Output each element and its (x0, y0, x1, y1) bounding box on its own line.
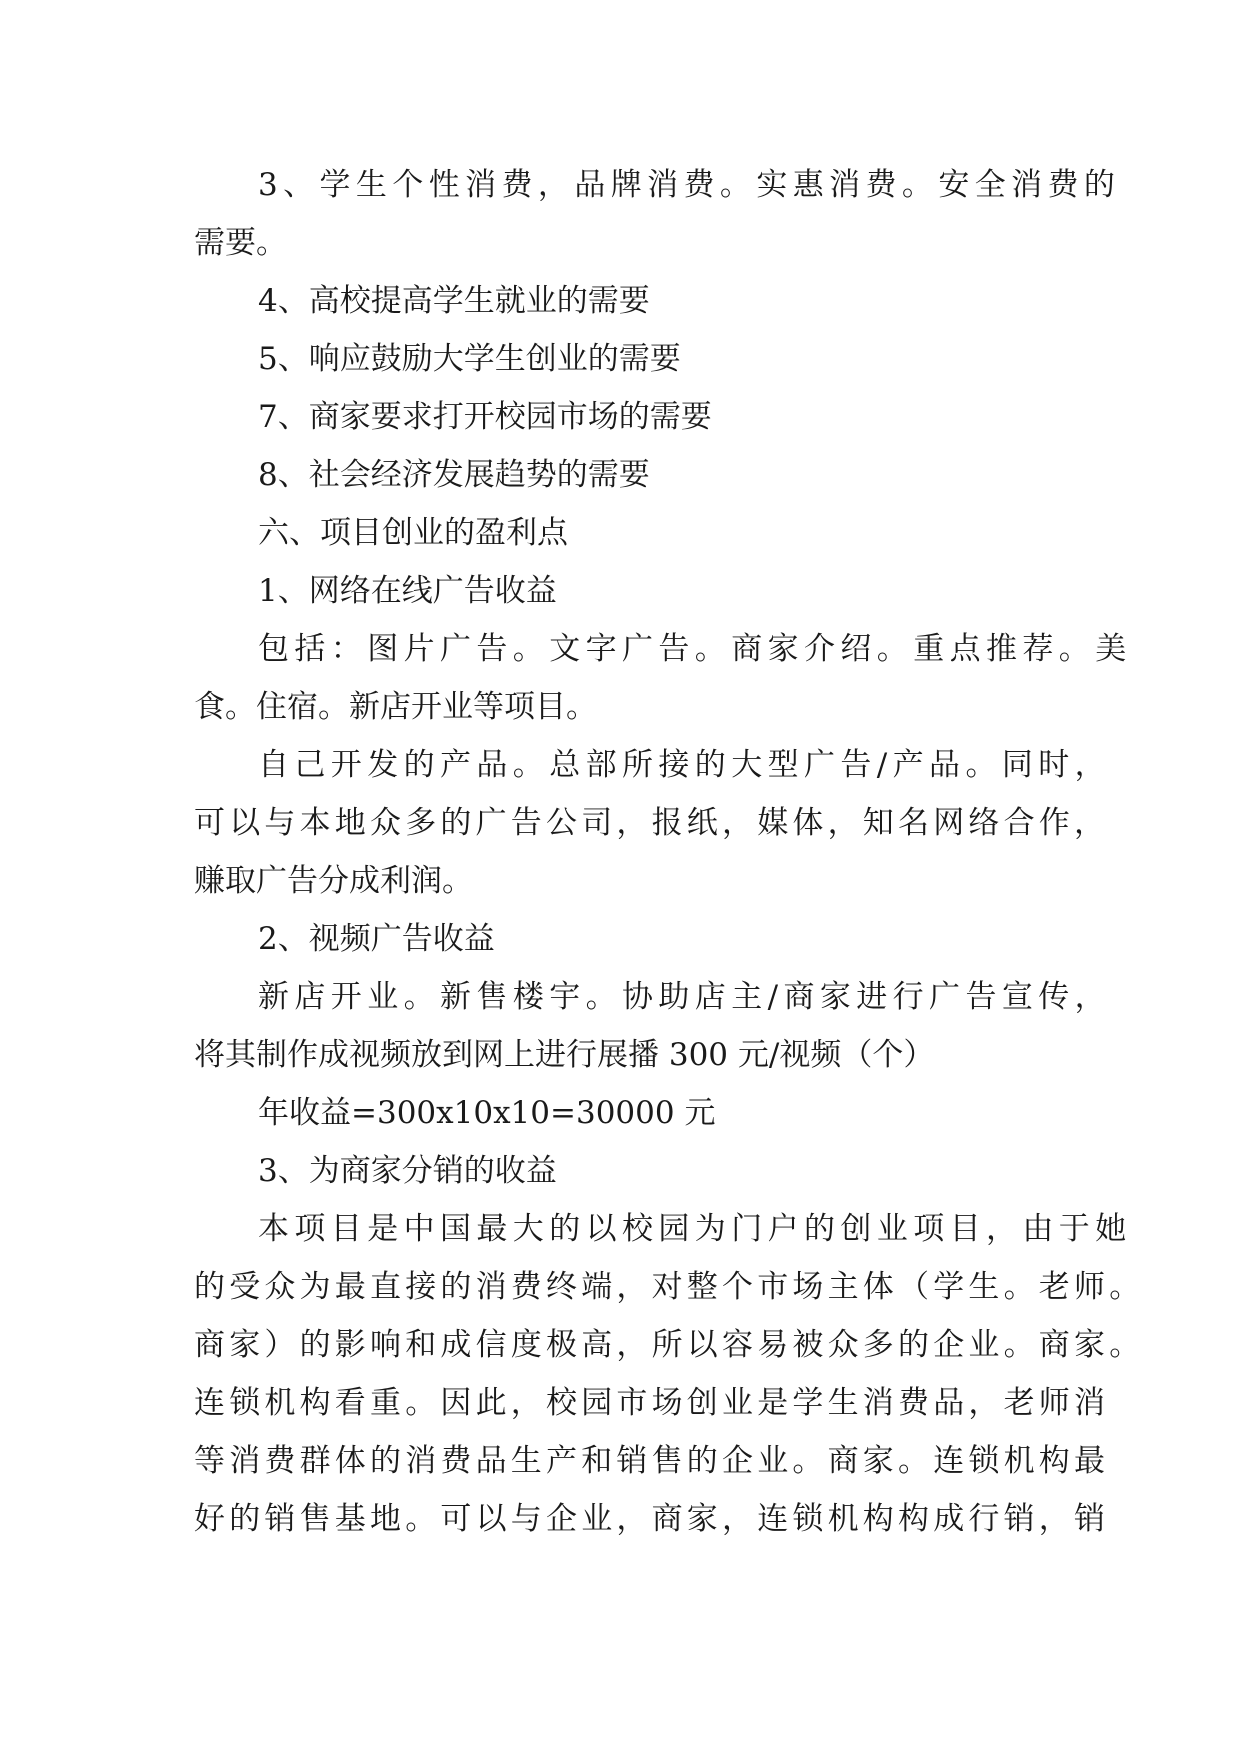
list-item: 7、商家要求打开校园市场的需要 (258, 399, 712, 435)
paragraph-line: 需要。 (194, 225, 287, 261)
paragraph-line: 赚取广告分成利润。 (194, 863, 473, 899)
paragraph-line: 的受众为最直接的消费终端，对整个市场主体（学生。老师。 (194, 1269, 1145, 1305)
paragraph-line: 将其制作成视频放到网上进行展播 300 元/视频（个） (194, 1037, 935, 1073)
paragraph-line: 自己开发的产品。总部所接的大型广告/产品。同时， (258, 747, 1112, 783)
paragraph-line: 年收益=300x10x10=30000 元 (258, 1095, 716, 1131)
section-heading: 六、项目创业的盈利点 (258, 515, 568, 551)
paragraph-line: 可以与本地众多的广告公司，报纸，媒体，知名网络合作， (194, 805, 1110, 841)
paragraph-line: 本项目是中国最大的以校园为门户的创业项目，由于她 (258, 1211, 1132, 1247)
list-item: 4、高校提高学生就业的需要 (258, 283, 650, 319)
paragraph-line: 食。住宿。新店开业等项目。 (194, 689, 597, 725)
paragraph-line: 连锁机构看重。因此，校园市场创业是学生消费品，老师消 (194, 1385, 1110, 1421)
subsection-heading: 3、为商家分销的收益 (258, 1153, 557, 1189)
paragraph-line: 商家）的影响和成信度极高，所以容易被众多的企业。商家。 (194, 1327, 1145, 1363)
subsection-heading: 2、视频广告收益 (258, 921, 495, 957)
subsection-heading: 1、网络在线广告收益 (258, 573, 557, 609)
paragraph-line: 好的销售基地。可以与企业，商家，连锁机构构成行销，销 (194, 1501, 1110, 1537)
paragraph-line: 等消费群体的消费品生产和销售的企业。商家。连锁机构最 (194, 1443, 1110, 1479)
list-item: 5、响应鼓励大学生创业的需要 (258, 341, 681, 377)
paragraph-line: 包括：图片广告。文字广告。商家介绍。重点推荐。美 (258, 631, 1132, 667)
list-item: 8、社会经济发展趋势的需要 (258, 457, 650, 493)
paragraph-line: 新店开业。新售楼宇。协助店主/商家进行广告宣传， (258, 979, 1112, 1015)
paragraph-line: 3、学生个性消费，品牌消费。实惠消费。安全消费的 (258, 167, 1121, 203)
